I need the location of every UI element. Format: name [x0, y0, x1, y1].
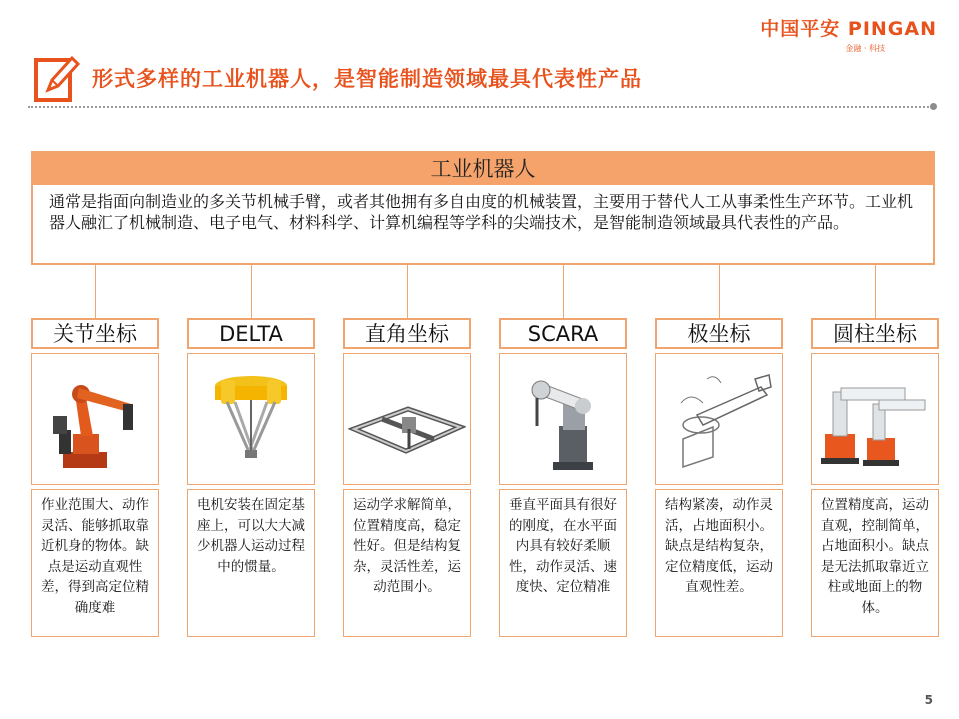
card-title: 关节坐标	[31, 318, 159, 349]
connector-line	[251, 265, 252, 320]
card-description: 位置精度高，运动直观，控制简单，占地面积小。缺点是无法抓取靠近立柱或地面上的物体。	[811, 489, 939, 637]
cylindrical-robot-image	[811, 353, 939, 485]
scara-robot-image	[499, 353, 627, 485]
polar-robot-image	[655, 353, 783, 485]
connector-line	[407, 265, 408, 320]
definition-box	[31, 151, 935, 265]
card-description: 运动学求解简单，位置精度高，稳定性好。但是结构复杂，灵活性差，运动范围小。	[343, 489, 471, 637]
robot-card-cylindrical	[811, 318, 939, 637]
connector-line	[875, 265, 876, 320]
brand-logo	[760, 14, 937, 54]
robot-card-articulated	[31, 318, 159, 637]
definition-header: 工业机器人	[33, 153, 933, 185]
robot-card-scara	[499, 318, 627, 637]
delta-robot-image	[187, 353, 315, 485]
brand-name: 中国平安 PINGAN	[760, 18, 937, 40]
cartesian-robot-image	[343, 353, 471, 485]
robot-card-delta	[187, 318, 315, 637]
brand-tagline: 金融 · 科技	[845, 44, 885, 53]
card-title: SCARA	[499, 318, 627, 349]
connector-line	[95, 265, 96, 320]
card-title: 圆柱坐标	[811, 318, 939, 349]
card-description: 垂直平面具有很好的刚度，在水平面内具有较好柔顺性，动作灵活、速度快、定位精准	[499, 489, 627, 637]
page-title: 形式多样的工业机器人，是智能制造领域最具代表性产品	[92, 66, 642, 91]
card-description: 作业范围大、动作灵活、能够抓取靠近机身的物体。缺点是运动直观性差，得到高定位精确度难	[31, 489, 159, 637]
card-description: 结构紧凑，动作灵活，占地面积小。缺点是结构复杂，定位精度低，运动直观性差。	[655, 489, 783, 637]
pencil-icon	[34, 52, 80, 104]
connector-line	[719, 265, 720, 320]
robot-card-cartesian	[343, 318, 471, 637]
card-title: 直角坐标	[343, 318, 471, 349]
divider-dot	[930, 103, 937, 110]
page-number: 5	[924, 693, 933, 707]
title-divider	[28, 106, 933, 108]
connector-line	[563, 265, 564, 320]
card-title: DELTA	[187, 318, 315, 349]
card-description: 电机安装在固定基座上，可以大大减少机器人运动过程中的惯量。	[187, 489, 315, 637]
definition-text: 通常是指面向制造业的多关节机械手臂，或者其他拥有多自由度的机械装置，主要用于替代人工从事柔性生产环节。工业机器人融汇了机械制造、电子电气、材料科学、计算机编程等学科的尖端技术，是智能制造领域最具代表性的产品。	[49, 192, 914, 232]
robot-card-polar	[655, 318, 783, 637]
card-title: 极坐标	[655, 318, 783, 349]
articulated-robot-image	[31, 353, 159, 485]
